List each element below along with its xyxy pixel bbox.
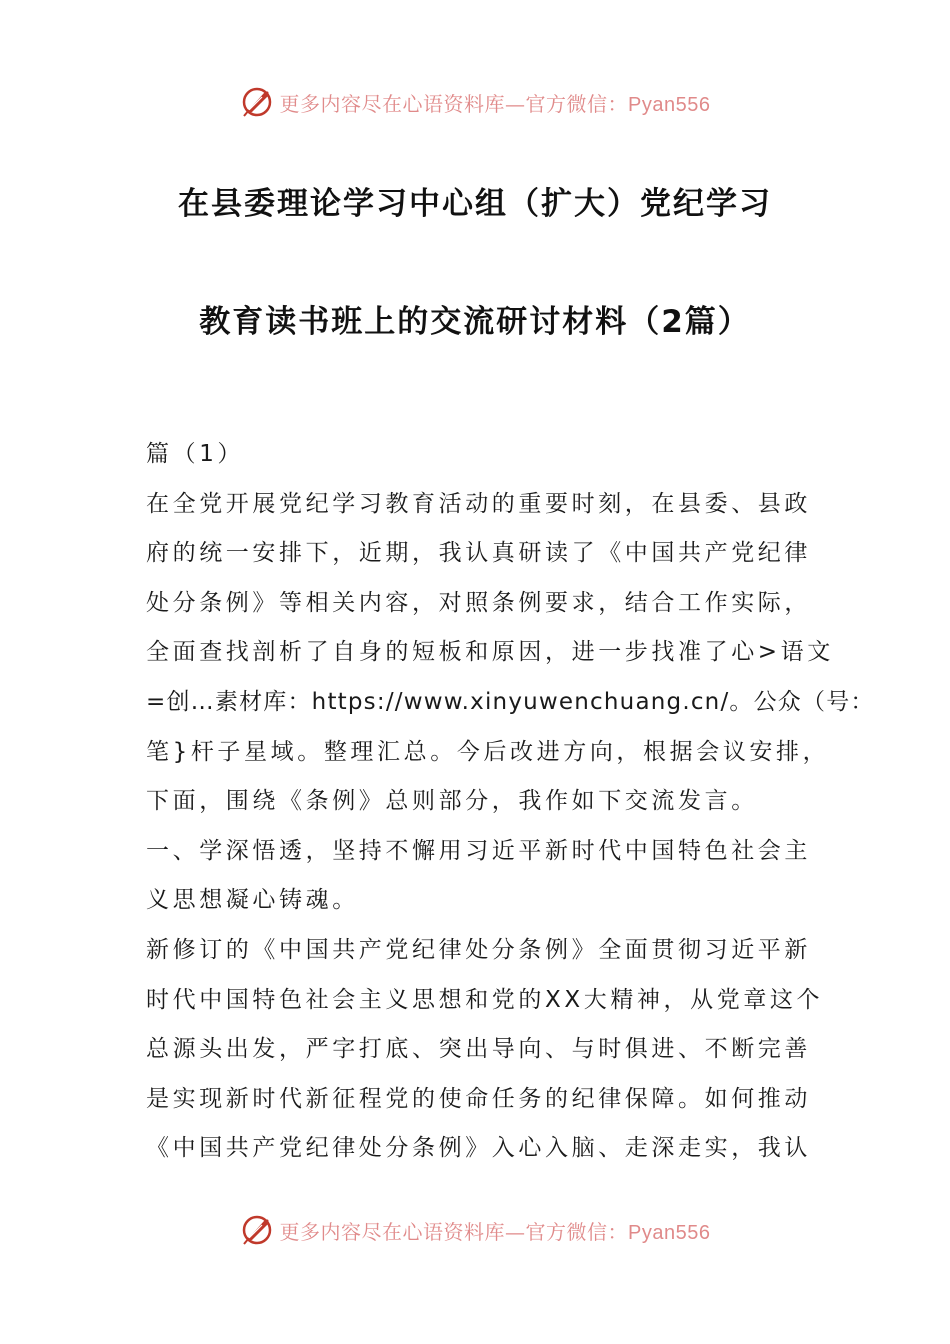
heading-line: 义思想凝心铸魂。 (146, 887, 359, 914)
heading-line: 一、学深悟透，坚持不懈用习近平新时代中国特色社会主 (146, 837, 811, 864)
document-title-line-2: 教育读书班上的交流研讨材料（2篇） (199, 304, 751, 340)
wechat-handle: Pyan556 (628, 1221, 711, 1244)
feather-pen-logo-icon (240, 1213, 274, 1247)
paragraph-line: 总源头出发，严字打底、突出导向、与时俱进、不断完善 (146, 1036, 811, 1063)
paragraph-line: 下面，围绕《条例》总则部分，我作如下交流发言。 (146, 788, 758, 815)
paragraph-line: 笔}杆子星域。整理汇总。今后改进方向，根据会议安排， (146, 738, 830, 765)
paragraph-line: 是实现新时代新征程党的使命任务的纪律保障。如何推动 (146, 1085, 811, 1112)
banner-text: 更多内容尽在心语资料库—官方微信：Pyan556 (279, 1219, 711, 1244)
document-title-line-1: 在县委理论学习中心组（扩大）党纪学习 (178, 186, 772, 222)
section-label: 篇（1） (146, 441, 245, 467)
paragraph-line: 处分条例》等相关内容，对照条例要求，结合工作实际， (146, 589, 811, 616)
paragraph-line: 在全党开展党纪学习教育活动的重要时刻，在县委、县政 (146, 490, 811, 517)
paragraph-line: 全面查找剖析了自身的短板和原因，进一步找准了心>语文 (146, 639, 834, 666)
paragraph-line: 时代中国特色社会主义思想和党的XX大精神，从党章这个 (146, 986, 824, 1013)
header-banner (0, 82, 950, 122)
paragraph-line: 《中国共产党纪律处分条例》入心入脑、走深走实，我认 (146, 1135, 811, 1162)
footer-banner (0, 1210, 950, 1250)
feather-pen-logo-icon (240, 85, 274, 119)
paragraph-line-url: =创…素材库：https://www.xinyuwenchuang.cn/。公众（号： (146, 688, 875, 715)
wechat-handle: Pyan556 (628, 93, 711, 116)
paragraph-line: 府的统一安排下，近期，我认真研读了《中国共产党纪律 (146, 540, 811, 567)
document-body (146, 434, 875, 1178)
paragraph-line: 新修订的《中国共产党纪律处分条例》全面贯彻习近平新 (146, 936, 811, 963)
banner-text: 更多内容尽在心语资料库—官方微信：Pyan556 (279, 91, 711, 116)
